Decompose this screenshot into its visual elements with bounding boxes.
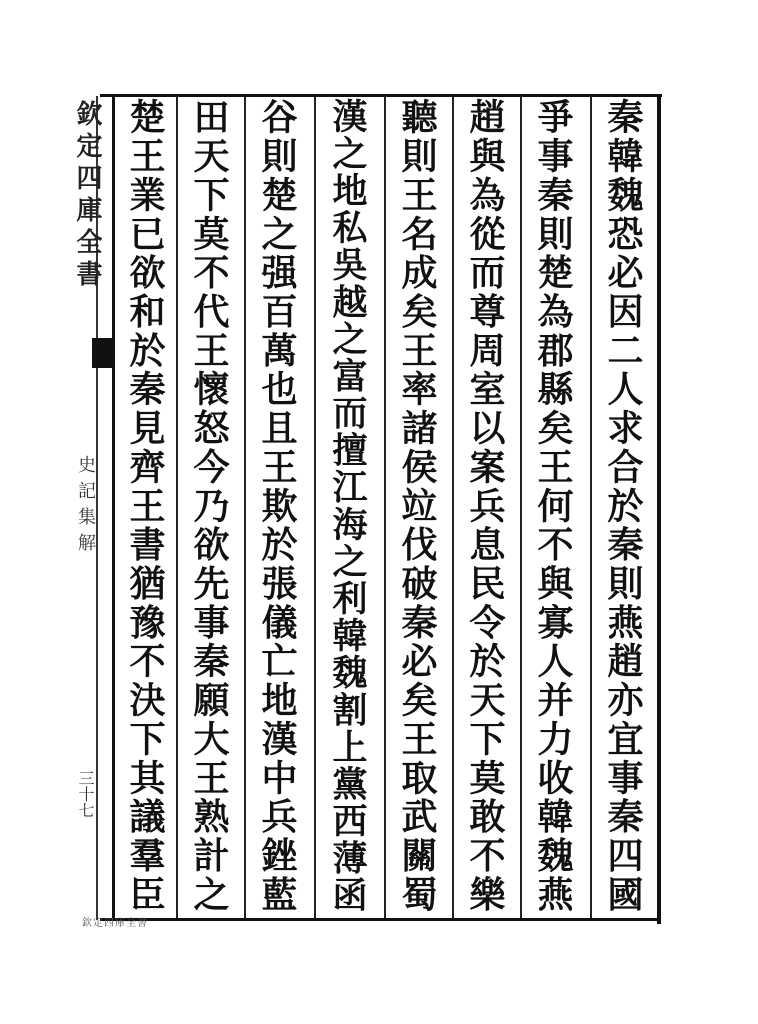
text-column-7: 田天下莫不代王懷怒今乃欲先事秦願大王熟計之: [188, 98, 230, 914]
fishtail-mark: [92, 338, 112, 368]
text-column-4: 聽則王名成矣王率諸侯竝伐破秦必矣王取武關蜀: [396, 98, 438, 914]
frame-left-border: [112, 96, 115, 920]
text-column-8: 楚王業已欲和於秦見齊王書猶豫不決下其議羣臣: [124, 98, 166, 914]
text-column-5: 漢之地私吳越之富而擅江海之利韓魏割上黨西薄函: [327, 98, 368, 914]
column-rule: [314, 97, 316, 918]
margin-title: 欽定四庫全書: [72, 100, 102, 292]
margin-book-title: 史記集解: [75, 455, 96, 559]
column-rule: [384, 97, 386, 918]
text-column-3: 趙與為從而尊周室以案兵息民令於天下莫敢不樂: [464, 98, 506, 914]
text-column-1: 秦韓魏恐必因二人求合於秦則燕趙亦宜事秦四國: [602, 98, 644, 914]
frame-top-border: [100, 94, 662, 97]
column-rule: [176, 97, 178, 918]
column-rule: [244, 97, 246, 918]
column-rule: [590, 97, 592, 918]
frame-right-border: [657, 94, 661, 924]
text-column-2: 爭事秦則楚為郡縣矣王何不與寡人并力收韓魏燕: [532, 98, 574, 914]
column-rule: [452, 97, 454, 918]
column-rule: [520, 97, 522, 918]
text-column-6: 谷則楚之强百萬也且王欺於張儀亡地漢中兵銼藍: [256, 98, 298, 914]
footer-stamp: 欽定四庫全書: [82, 918, 148, 929]
margin-page-number: 三十七: [76, 770, 95, 818]
